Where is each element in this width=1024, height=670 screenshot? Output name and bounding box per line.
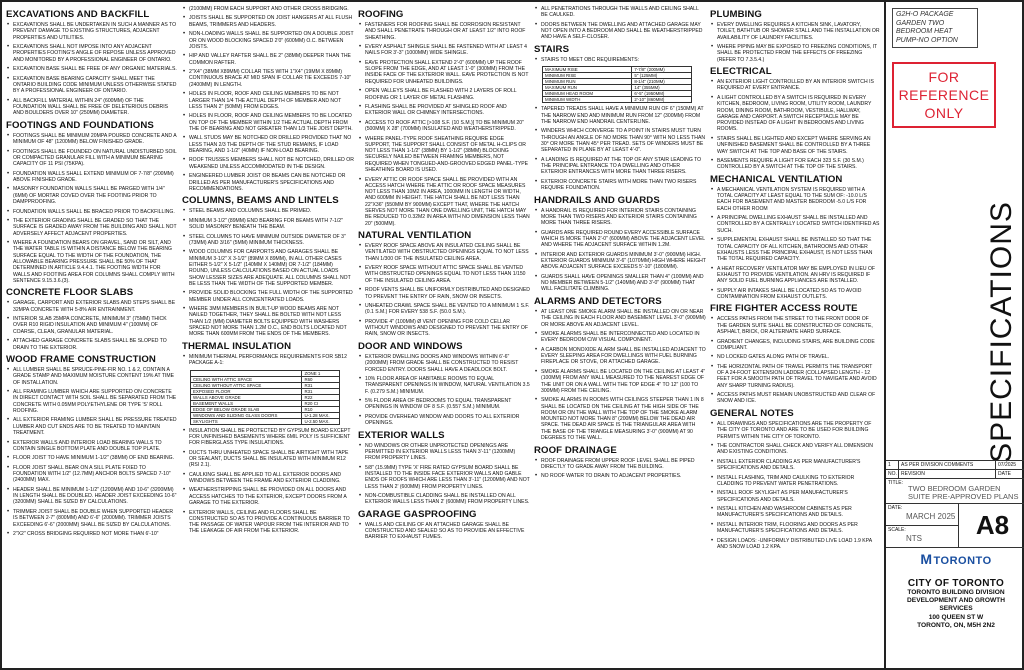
spec-item: • ACCESS PATHS MUST REMAIN UNOBSTRUCTED AND CLEAR OF SNOW AND ICE.	[710, 392, 880, 405]
reference-line-1: FOR	[928, 69, 960, 85]
spec-item: • 5/8" (15.9MM) TYPE 'X' FIRE RATED GYPSUM BOARD SHALL BE INSTALLED TO THE INSIDE FACE EXTERIOR WALLS AND GABLE ENDS OF ROOFS WHICH ARE LESS THAN 3'-11" (1200MM) AND NOT LESS THAN 2' (600MM) FROM PROPERTY LINES.	[358, 465, 530, 490]
table-cell: U-2.50 MAX.	[302, 418, 340, 424]
date-scale-fields	[886, 504, 959, 547]
table-cell: MINIMUM RUN	[543, 79, 632, 85]
spec-item: • AT LEAST ONE SMOKE ALARM SHALL BE INSTALLED ON OR NEAR THE CEILING IN EACH FLOOR AND BASEMENT LEVEL 3'-0" (900MM) OR MORE ABOVE AN ADJACENT LEVEL.	[534, 309, 706, 328]
spec-item: • EXCAVATION BASE BEARING CAPACITY SHALL MEET THE ONTARIO BUILDING CODE MINIMUM UNLESS OTHERWISE STATED BY A PROFESSIONAL ENGINEER OF ONTARIO.	[6, 76, 178, 95]
spec-item: • NON-COMBUSTIBLE CLADDING SHALL BE INSTALLED ON ALL EXTERIOR WALLS LESS THAN 2' (600MM) FROM PROPERTY LINES.	[358, 493, 530, 506]
spec-item: • TAPERED TREADS SHALL HAVE A MINIMUM RUN OF 6" (150MM) AT THE NARROW END AND MINIMUM RUN FROM 12" (300MM) FROM THE NARROW END HANDRAIL CENTERLINE.	[534, 106, 706, 125]
section-heading: ROOFING	[358, 9, 404, 20]
spec-item: • PROVIDE 4" (100MM) Ø VENT OPENING FOR COLD CELLAR WITHOUT WINDOWS AND DESIGNED TO PREVENT THE ENTRY OF RAIN, SNOW OR INSECTS.	[358, 319, 530, 338]
spec-item: • GUARDS SHALL HAVE OPENINGS SMALLER THAN 4" (100MM) AND NO MEMBER BETWEEN 5-1/2" (140MM) AND 3'-0" (900MM) THAT WILL FACILITATE CLIMBING.	[534, 274, 706, 293]
spec-item: • A LANDING IS REQUIRED AT THE TOP OF ANY STAIR LEADING TO THE PRINCIPAL ENTRANCE TO A DWELLING AND OTHER EXTERIOR ENTRANCES WITH MORE THAN THREE RISERS.	[534, 157, 706, 176]
spec-item: • SMOKE ALARMS SHALL BE INTERCONNECTED AND LOCATED IN EVERY BEDROOM C/W VISUAL COMPONENT.	[534, 331, 706, 344]
table-cell: 14" (355MM)	[632, 85, 692, 91]
spec-item: • UNHEATED CRAWL SPACE SHALL BE VENTED TO A MINIMUM 1 S.F. (0.1 S.M.) FOR EVERY 538 S.F. (50.0 S.M.).	[358, 303, 530, 316]
spec-item: • 2"X4" (38MM X89MM) COLLAR TIES WITH 1"X4" (19MM X 89MM) CONTINUOUS BRACE AT MID SPAN IF COLLAR TIE EXCEEDS 7-10" (2400MM) IN LENGTH.	[182, 69, 354, 88]
scale-label: SCALE:	[888, 527, 906, 533]
toronto-logo-icon: MTORONTO	[920, 551, 992, 567]
org-line: TORONTO, ON, M5H 2N2	[917, 621, 995, 629]
spec-item: • PROVIDE OVERHEAD WINDOW AND DOORS TO ALL EXTERIOR OPENINGS.	[358, 414, 530, 427]
spec-item: • STEEL BEAMS AND COLUMNS SHALL BE PRIMED.	[182, 208, 354, 214]
spec-column-3	[358, 6, 530, 664]
section-heading: EXTERIOR WALLS	[358, 429, 445, 441]
section-heading: GENERAL NOTES	[710, 407, 794, 419]
spec-item: • FOUNDATION WALLS SHALL EXTEND MINIMUM OF 7-7/8" (200MM) ABOVE FINISHED GRADE.	[6, 171, 178, 184]
table-cell: 7-7/8" (200MM)	[632, 67, 692, 73]
spec-item: • INTERIOR AND EXTERIOR GUARDS MINIMUM 3'-0" (900MM) HIGH. EXTERIOR GUARDS MINIMUM 3'-6" (1070MM) HIGH WHERE HEIGHT ABOVE ADJACENT SURFACE EXCEEDS 5'-10" (1800MM).	[534, 252, 706, 271]
revision-date: 07/2025	[998, 462, 1017, 468]
table-cell: BASEMENT WALLS	[191, 400, 302, 406]
spec-item: • EVERY ROOF SPACE WITHOUT ATTIC SPACE SHALL BE VENTED WITH OBSTRUCTED OPENINGS EQUAL TO NOT LESS THAN 1/150 OF THE INSULATED CEILING AREA.	[358, 265, 530, 284]
spec-item: • FOOTINGS SHALL BE FOUNDED ON NATURAL UNDISTURBED SOIL OR COMPACTED GRANULAR FILL WITH A MINIMUM BEARING CAPACITY OF 11 PSI (75KPA).	[6, 149, 178, 168]
spec-item: • FLASHING SHALL BE PROVIDED AT SHINGLED ROOF AND EXTERIOR WALL OR CHIMNEY INTERSECTIONS.	[358, 104, 530, 117]
table-cell: CEILING WITH ATTIC SPACE	[191, 376, 302, 382]
title-label: TITLE:	[888, 480, 904, 486]
spec-list	[358, 443, 530, 506]
section-electrical	[710, 66, 880, 170]
spec-item: • ROOF VENTS SHALL BE UNIFORMLY DISTRIBUTED AND DESIGNED TO PREVENT THE ENTRY OF RAIN, SNOW OR INSECTS.	[358, 287, 530, 300]
spec-item: • ALL DRAWINGS AND SPECIFICATIONS ARE THE PROPERTY OF THE CITY OF TORONTO AND ARE TO BE USED FOR BUILDING PERMITS WITHIN THE CITY OF TORONTO.	[710, 421, 880, 440]
section-heading: STAIRS	[534, 43, 570, 55]
spec-item: • EXCAVATIONS SHALL BE UNDERTAKEN IN SUCH A MANNER AS TO PREVENT DAMAGE TO EXISTING STRUCTURES, ADJACENT PROPERTIES AND UTILITIES.	[6, 22, 178, 41]
section-heading: PLUMBING	[710, 9, 762, 20]
table-cell: 8-1/4" (210MM)	[632, 79, 692, 85]
spec-list	[182, 354, 354, 367]
spec-item: • WHERE 3MM MEMBERS IN BUILT-UP WOOD BEAMS ARE NOT NAILED TOGETHER, THEY SHALL BE BOLTED WITH NOT LESS THAN 1/2 (MM) DIAMETER BOLTS EQUIPPED WITH WASHERS SPACED NOT MORE THAN 1.2M O.C., END BOLTS LOCATED NOT MORE THAN 600MM FROM THE ENDS OF THE MEMBERS.	[182, 306, 354, 337]
spec-item: • GUARDS ARE REQUIRED ROUND EVERY ACCESSIBLE SURFACE WHICH IS MORE THAN 2'-0" (600MM) ABOVE THE ADJACENT LEVEL AND WHERE THE ADJACENT SURFACE WITHIN 1.2M.	[534, 230, 706, 249]
table-cell: WALLS ABOVE GRADE	[191, 394, 302, 400]
spec-item: • ALL FRAMING LUMBER WHICH ARE SUPPORTED ON CONCRETE IN DIRECT CONTACT WITH SOIL SHALL BE SEPARATED FROM THE CONCRETE WITH 0.05MM POLYETHYLENE OR TYPE 'S' ROLL ROOFING.	[6, 389, 178, 414]
spec-item: • EVERY ROOF SPACE ABOVE AN INSULATED CEILING SHALL BE VENTILATED WITH OBSTRUCTED OPENINGS EQUAL TO NOT LESS THAN 1/300 OF THE INSULATED CEILING AREA.	[358, 243, 530, 262]
spec-list	[358, 22, 530, 227]
section-heading: COLUMNS, BEAMS AND LINTELS	[182, 195, 339, 207]
spec-item: • GARAGE, CARPORT AND EXTERIOR SLABS AND STEPS SHALL BE 32MPA CONCRETE WITH 5-8% AIR ENTRAINMENT.	[6, 300, 178, 313]
spec-list	[710, 421, 880, 550]
spec-item: • EVERY ASPHALT SHINGLE SHALL BE FASTENED WITH AT LEAST 4 NAILS FOR 3'-3" (1000MM) WIDE SHINGLE.	[358, 44, 530, 57]
date-label: DATE:	[888, 505, 903, 511]
spec-list	[358, 354, 530, 427]
revision-date-header: DATE	[998, 471, 1011, 477]
table-row	[191, 418, 340, 424]
spec-item: • INSULATION SHALL BE PROTECTED BY GYPSUM BOARD EXCEPT FOR UNFINISHED BASEMENTS WHERE 6MIL POLY IS SUFFICIENT FOR FIBERGLASS TYPE INSULATIONS.	[182, 428, 354, 447]
table-cell: R31	[302, 382, 340, 388]
spec-list	[182, 6, 354, 192]
revision-desc-header: REVISION	[899, 470, 996, 478]
spec-list	[710, 79, 880, 170]
spec-list	[710, 22, 880, 63]
spec-item: • STAIRS TO MEET OBC REQUIREMENTS:	[534, 57, 706, 63]
reference-line-3: ONLY	[924, 105, 964, 121]
spec-list	[534, 6, 706, 41]
spec-item: • WALLS AND CEILING OF AN ATTACHED GARAGE SHALL BE CONSTRUCTED AND SEALED SO AS TO PROVIDE AN EFFECTIVE BARRIER TO EXHAUST FUMES.	[358, 522, 530, 541]
spec-item: • WEATHERSTRIPPING SHALL BE PROVIDED ON ALL DOORS AND ACCESS HATCHES TO THE EXTERIOR, EXCEPT DOORS FROM A GARAGE TO THE EXTERIOR.	[182, 487, 354, 506]
spec-item: • NO LOCKED GATES ALONG PATH OF TRAVEL.	[710, 354, 880, 360]
table-cell: MAXIMUM RUN	[543, 85, 632, 91]
spec-item: • A LIGHT CONTROLLED BY A SWITCH IS REQUIRED IN EVERY KITCHEN, BEDROOM, LIVING ROOM, UTILITY ROOM, LAUNDRY ROOM, DINING ROOM, BATHROOM, VESTIBULE, HALLWAY, GARAGE AND CARPORT. A SWITCH RECEPTACLE MAY BE PROVIDED INSTEAD OF A LIGHT IN BEDROOMS AND LIVING ROOMS.	[710, 95, 880, 133]
section-door-and-windows	[358, 341, 530, 427]
section-mechanical-ventilation	[710, 174, 880, 301]
spec-item: • EXCAVATION BASE SHALL BE FREE OF ANY ORGANIC MATERIALS.	[6, 66, 178, 72]
spec-item: • AN EXTERIOR LIGHT CONTROLLED BY AN INTERIOR SWITCH IS REQUIRED AT EVERY ENTRANCE.	[710, 79, 880, 92]
sheet-title-vertical	[982, 202, 1022, 462]
scale-field	[886, 525, 958, 547]
table-cell: WINDOWS AND SLIDING GLASS DOORS	[191, 412, 302, 418]
spec-item: • INSTALL ROOF SKYLIGHT AS PER MANUFACTURER'S SPECIFICATIONS AND DETAILS.	[710, 490, 880, 503]
date-scale-sheet-row	[886, 503, 1024, 547]
spec-item: • EXTERIOR WALLS AND INTERIOR LOAD BEARING WALLS TO CONTAIN SINGLE BOTTOM PLATE AND DOUBLE TOP PLATE.	[6, 440, 178, 453]
table-cell: MINIMUM HEAD ROOM	[543, 91, 632, 97]
spec-item: • NO WINDOWS OR OTHER UNPROTECTED OPENINGS ARE PERMITTED IN EXTERIOR WALLS LESS THAN 3'-11" (1200MM) FROM PROPERTY LINES.	[358, 443, 530, 462]
section-heading: MECHANICAL VENTILATION	[710, 173, 843, 185]
spec-item: • 5% FLOOR AREA OF BEDROOMS TO EQUAL TRANSPARENT OPENINGS IN WINDOW OF 8 S.F. (0.557 S.M.) MINIMUM.	[358, 398, 530, 411]
spec-item: • EVERY DWELLING REQUIRES A KITCHEN SINK, LAVATORY, TOILET, BATHTUB OR SHOWER STALL AND THE INSTALLATION OR AVAILABILITY OF LAUNDRY FACILITIES.	[710, 22, 880, 41]
revision-header-row	[886, 469, 1024, 478]
spec-table	[190, 370, 340, 425]
section-concrete-floor-slabs	[6, 287, 178, 350]
spec-item: • ATTACHED GARAGE CONCRETE SLABS SHALL BE SLOPED TO DRAIN TO THE EXTERIOR.	[6, 338, 178, 351]
revision-row	[886, 460, 1024, 469]
spec-item: • A HEAT RECOVERY VENTILATOR MAY BE EMPLOYED IN LIEU OF EXHAUST TO PROVIDE VENTILATION. AN HRV IS REQUIRED IF ANY SOLID FUEL BURNING APPLIANCES ARE INSTALLED.	[710, 266, 880, 285]
section-continued	[182, 6, 354, 192]
section-heading: DOOR AND WINDOWS	[358, 340, 463, 352]
table-row	[543, 97, 692, 103]
section-heading: CONCRETE FLOOR SLABS	[6, 287, 134, 299]
org-line: DEVELOPMENT AND GROWTH	[907, 597, 1005, 605]
spec-item: • WHERE PIPING MAY BE EXPOSED TO FREEZING CONDITIONS, IT SHALL BE PROTECTED FROM THE EFFECTS OF FREEZING (REFER TO 7.3.5.4.)	[710, 44, 880, 63]
spec-item: • DESIGN LOADS: -UNIFORMLY DISTRIBUTED LIVE LOAD 1.9 KPA AND SNOW LOAD 1.2 KPA.	[710, 538, 880, 551]
spec-item: • WHERE A FOUNDATION BEARS ON GRAVEL, SAND OR SILT, AND THE WATER TABLE IS WITHIN A DISTANCE BELOW THE BEARING SURFACE EQUAL TO THE WIDTH OF THE FOUNDATION, THE ALLOWABLE BEARING PRESSURE SHALL BE 50% OF THAT DETERMINED IN ARTICLE 9.4.4.1. THE FOOTING WIDTH FOR WALLS AND FOOTING AREA FOR COLUMNS SHALL COMPLY WITH SENTENCE 9.15.3.6.(3).	[6, 240, 178, 284]
table-cell: ZONE 1	[302, 370, 340, 376]
spec-item: • WOOD COLUMNS FOR CARPORTS AND GARAGES SHALL BE MINIMUM 3-1/2" X 3-1/2" (89MM X 89MM), IN ALL OTHER CASES EITHER 5-1/2" X 5-1/2" (140MM X 140MM) OR 7-1/2" (184MM) ROUND, UNLESS CALCULATIONS BASED ON ACTUAL LOADS SHOW LESSER SIZES ARE ADEQUATE. ALL COLUMNS SHALL NOT BE LESS THAN THE WIDTH OF THE SUPPORTED MEMBER.	[182, 249, 354, 287]
section-heading: ALARMS AND DETECTORS	[534, 295, 662, 307]
spec-item: • NO ROOF WATER TO DRAIN TO ADJACENT PROPERTIES.	[534, 473, 706, 479]
table-cell: EDGE OF BELOW GRADE SLAB	[191, 406, 302, 412]
section-alarms-and-detectors	[534, 296, 706, 441]
spec-item: • ENGINEERED LUMBER JOIST OR BEAMS CAN BE NOTCHED OR DRILLED AS PER MANUFACTURER'S SPECIFICATIONS AND RECOMMENDATIONS.	[182, 173, 354, 192]
spec-list	[534, 208, 706, 293]
spec-item: • ROOF DRAINAGE FROM UPPER ROOF LEVEL SHALL BE PIPED DIRECTLY TO GRADE AWAY FROM THE BUILDING.	[534, 458, 706, 471]
section-roofing	[358, 9, 530, 227]
spec-list	[6, 133, 178, 284]
revision-no-header: NO.	[886, 470, 899, 478]
table-cell: R20 CI	[302, 400, 340, 406]
spec-item: • WHERE PANEL-TYPE ROOF SHEATHING REQUIRE EDGE SUPPORT, THE SUPPORT SHALL CONSIST OF METAL H-CLIPS OR NOT LESS THAN 1-1/2" (38MM) BY 1-1/2" (38MM) BLOCKING SECURELY NAILED BETWEEN FRAMING MEMBERS, NOT REQUIRED WHEN TONGUED-AND-GROOVED EDGED PANEL-TYPE SHEATHING BOARD IS USED.	[358, 136, 530, 174]
spec-item: • EAVE PROTECTION SHALL EXTEND 2'-0" (600MM) UP THE ROOF SLOPE FROM THE EDGE, AND AT LEAST 1'-0" (300MM) FROM THE INSIDE FACE OF THE EXTERIOR WALL. EAVE PROTECTION IS NOT REQUIRED FOR UNHEATED BUILDINGS.	[358, 60, 530, 85]
spec-item: • FOOTINGS SHALL BE MINIMUM 20MPA POURED CONCRETE AND A MINIMUM OF 48" (1200MM) BELOW FINISHED GRADE.	[6, 133, 178, 146]
spec-column-5	[710, 6, 880, 664]
scale-value: NTS	[906, 534, 922, 543]
section-plumbing	[710, 9, 880, 63]
spec-item: • FOUNDATION WALLS SHALL BE BRACED PRIOR TO BACKFILLING.	[6, 209, 178, 215]
spec-item: • NON-LOADING WALLS SHALL BE SUPPORTED ON A DOUBLE JOIST OR ON WOOD BLOCKING SPACED 2'0" (600MM) O.C. BETWEEN JOISTS.	[182, 31, 354, 50]
section-heading: FOOTINGS AND FOUNDATIONS	[6, 119, 154, 131]
spec-list	[710, 187, 880, 301]
spec-item: • A CARBON MONOXIDE ALARM SHALL BE INSTALLED ADJACENT TO EVERY SLEEPING AREA FOR DWELLINGS WITH FUEL BURNING FIREPLACE OR STOVE, OR ATTACHED GARAGE.	[534, 347, 706, 366]
section-handrails-and-guards	[534, 195, 706, 293]
spec-item: • EXCAVATIONS SHALL NOT IMPOSE INTO ANY ADJACENT PROPERTIES FOOTING'S ANGLE OF REPOSE UNLESS APPROVED AND MONITORED BY A PROFESSIONAL ENGINEER OF ONTARIO.	[6, 44, 178, 63]
org-line: 100 QUEEN ST W	[928, 613, 984, 621]
section-fire-fighter-access-route	[710, 303, 880, 404]
title-block	[884, 2, 1024, 668]
logo-wordmark: TORONTO	[933, 555, 992, 567]
org-line: TORONTO BUILDING DIVISION	[907, 589, 1005, 596]
spec-item: • ALL BACKFILL MATERIAL WITHIN 24" (600MM) OF THE FOUNDATION WALL SHALL BE FREE OF DELETERIOUS DEBRIS AND BOULDERS OVER 10" (250MM) DIAMETER.	[6, 98, 178, 117]
spec-item: • DUCTS THRU UNHEATED SPACE SHALL BE AIRTIGHT WITH TAPE OR SEALANT, DUCTS SHALL BE INSULATED WITH MINIMUM R12 (RSI 2.1).	[182, 450, 354, 469]
title-field	[886, 478, 1024, 503]
spec-list	[534, 57, 706, 63]
spec-item: • ACCESS TO ROOF ATTIC [>108 S.F. (10 S.M.)] TO BE MINIMUM 20" (500MM) X 28" (700MM) INSULATED AND WEATHERSTRIPPED.	[358, 120, 530, 133]
section-heading: ELECTRICAL	[710, 66, 772, 78]
spec-item: • HEADER SHALL BE MINIMUM 1-1/2" (1200MM) AND 10-6" (3200MM) IN LENGTH SHALL BE DOUBLED. HEADER JOIST EXCEEDING 10-6" (3200MM) SHALL BE SIZED BY CALCULATIONS.	[6, 487, 178, 506]
spec-item: • ROOF TRUSSES MEMBERS SHALL NOT BE NOTCHED, DRILLED OR WEAKENED UNLESS ACCOMMODATED IN THE DESIGN.	[182, 157, 354, 170]
spec-item: • MINIMUM 3-1/2" (89MM) END BEARING FOR BEAMS WITH 7-1/2" SOLID MASONRY BENEATH THE BEAM.	[182, 218, 354, 231]
spec-column-1	[6, 6, 178, 664]
for-reference-only-stamp	[892, 62, 996, 128]
spec-item: • GRADIENT CHANGES, INCLUDING STAIRS, ARE BUILDING CODE COMPLIANT.	[710, 339, 880, 352]
section-footings-and-foundations	[6, 120, 178, 284]
spec-item: • DOORS BETWEEN THE DWELLING AND ATTACHED GARAGE MAY NOT OPEN INTO A BEDROOM AND SHALL BE WEATHERSTRIPPED AND HAVE A SELF-CLOSER.	[534, 22, 706, 41]
revision-description: AS PER DIVISION COMMENTS	[899, 461, 996, 469]
spec-list	[6, 300, 178, 350]
spec-column-2	[182, 6, 354, 664]
section-excavations-and-backfill	[6, 9, 178, 117]
title-block-fields	[886, 460, 1024, 630]
sheet-title: SPECIFICATIONS	[985, 201, 1018, 463]
spec-item: • OPEN VALLEYS SHALL BE FLASHED WITH 2 LAYERS OF ROLL ROOFING OR 1 LAYER OF METAL FLASHING.	[358, 88, 530, 101]
spec-item: • FASTENERS FOR ROOFING SHALL BE CORROSION RESISTANT AND SHALL PENETRATE THROUGH OR AT LEAST 1/2" INTO ROOF SHEATHING.	[358, 22, 530, 41]
spec-item: • HOLES IN FLOOR, ROOF AND CEILING MEMBERS TO BE NOT LARGER THAN 1/4 THE ACTUAL DEPTH OF MEMBER AND NOT LESS THAN 2" (50MM) FROM EDGES.	[182, 91, 354, 110]
section-columns-beams-and-lintels	[182, 195, 354, 337]
spec-item: • 2"X2" CROSS BRIDGING REQUIRED NOT MORE THAN 6'-10"	[6, 531, 178, 537]
table-cell: EXPOSED FLOOR	[191, 388, 302, 394]
spec-item: • MASONRY FOUNDATION WALLS SHALL BE PARGED WITH 1/4" (6MM) OF MORTAR COVED OVER THE FOOTING PRIOR TO DAMPPROOFING.	[6, 186, 178, 205]
table-cell: SKYLIGHTS	[191, 418, 302, 424]
spec-item: • INSTALL FLASHING, TRIM AND CAULKING TO EXTERIOR CLADDING TO PREVENT WATER PENETRATIONS.	[710, 475, 880, 488]
spec-item: • ALL LUMBER SHALL BE SPRUCE-PINE-FIR NO. 1 & 2, CONTAIN A GRADE STAMP AND MAXIMUM MOISTURE CONTENT 19% AT TIME OF INSTALLATION.	[6, 367, 178, 386]
spec-table	[542, 66, 692, 103]
section-heading: ROOF DRAINAGE	[534, 444, 617, 456]
spec-item: • TRIMMER JOIST SHALL BE DOUBLE WHEN SUPPORTED HEADER IS BETWEEN 2-7" (800MM) AND 6'-6" (2000MM). TRIMMER JOISTS EXCEEDING 6'-6" (2000MM) SHALL BE SIZED BY CALCULATIONS.	[6, 509, 178, 528]
table-cell: R60	[302, 376, 340, 382]
spec-list	[182, 208, 354, 337]
spec-list	[6, 367, 178, 537]
spec-item: • WINDERS WHICH CONVERGE TO A POINT IN STAIRS MUST TURN THROUGH AN ANGLE OF NO MORE THAN 90° WITH NO LESS THAN 30° OR MORE THAN 45° PER TREAD. SETS OF WINDERS MUST BE SEPARATED IN PLANE BY AT LEAST 4'-0".	[534, 128, 706, 153]
table-cell: R10	[302, 406, 340, 412]
section-general-notes	[710, 408, 880, 550]
section-stairs	[534, 44, 706, 192]
spec-item: • HOLES IN FLOOR, ROOF AND CEILING MEMBERS TO BE LOCATED ON TOP OF THE MEMBER WITHIN 1/2 THE ACTUAL DEPTH FROM THE OF BEARING AND NOT GREATER THAN 1/3 THE JOIST DEPTH.	[182, 113, 354, 132]
spec-item: • MINIMUM THERMAL PERFORMANCE REQUIREMENTS FOR SB12 PACKAGE A-1:	[182, 354, 354, 367]
section-thermal-insulation	[182, 341, 354, 535]
spec-item: • EXTERIOR WALLS, CEILING AND FLOORS SHALL BE CONSTRUCTED SO AS TO PROVIDE A CONTINUOUS BARRIER TO THE PASSAGE OF WATER VAPOUR FROM THE INTERIOR AND TO THE LEAKAGE OF AIR FROM THE EXTERIOR.	[182, 510, 354, 535]
section-natural-ventilation	[358, 230, 530, 338]
spec-column-4	[534, 6, 706, 664]
table-cell: U-1.28 MAX.	[302, 412, 340, 418]
spec-item: • HIP AND VALLEY RAFTER SHALL BE 2" (38MM) DEEPER THAN THE COMMON RAFTER.	[182, 53, 354, 66]
spec-item: • EVERY ATTIC OR ROOF SPACE SHALL BE PROVIDED WITH AN ACCESS HATCH WHERE THE ATTIC OR ROOF SPACE MEASURES NOT LESS THAN 10M2 IN AREA, 1000MM IN LENGTH OR WIDTH, AND 600MM IN HEIGHT. THE HATCH SHALL BE NOT LESS THAN 22"X36" (550MM BY 900MM) EXCEPT THAT, WHERE THE HATCH SERVES NOT MORE THAN ONE DWELLING UNIT, THE HATCH MAY BE REDUCED TO 0.32M2 IN AREA WITH NO DIMENSION LESS THAN 20" (500MM).	[358, 177, 530, 227]
title-value: TWO BEDROOM GARDEN SUITE PRE-APPROVED PLANS	[908, 484, 1019, 501]
table-cell: CEILING WITHOUT ATTIC SPACE	[191, 382, 302, 388]
spec-item: • CAULKING SHALL BE APPLIED TO ALL EXTERIOR DOORS AND WINDOWS BETWEEN THE FRAME AND EXTERIOR CLADDING.	[182, 472, 354, 485]
spec-item: • ALL EXTERIOR FRAMING LUMBER SHALL BE PRESSURE TREATED LUMBER AND CUT ENDS ARE TO BE TREATED TO MAINTAIN TREATMENT.	[6, 417, 178, 436]
sheet-number: A8	[975, 510, 1010, 540]
spec-list	[710, 316, 880, 404]
spec-item: • FLOOR JOIST TO HAVE MINIMUM 1-1/2" (38MM) OF END BEARING.	[6, 455, 178, 461]
date-field	[886, 504, 958, 525]
spec-item: • SUPPLEMENTAL EXHAUST SHALL BE INSTALLED SO THAT THE TOTAL CAPACITY OF ALL KITCHEN, BATHROOMS AND OTHER EXHAUSTS LESS THE PRINCIPAL EXHAUST, IS NOT LESS THAN THE TOTAL REQUIRED CAPACITY.	[710, 237, 880, 262]
spec-list	[358, 522, 530, 541]
spec-list	[534, 309, 706, 441]
org-city: CITY OF TORONTO	[907, 578, 1005, 589]
spec-item: • STEEL COLUMNS TO HAVE MINIMUM OUTSIDE DIAMETER OF 3" (73MM) AND 3/16" (5MM) MINIMUM THICKNESS.	[182, 234, 354, 247]
table-cell: MINIMUM WIDTH	[543, 97, 632, 103]
spec-item: • STAIRS SHALL BE LIGHTED AND EXCEPT WHERE SERVING AN UNFINISHED BASEMENT SHALL BE CONTROLLED BY A THREE WAY SWITCH AT THE TOP AND BASE OF THE STAIRS.	[710, 136, 880, 155]
spec-item: • INSTALL INTERIOR TRIM, FLOORING AND DOORS AS PER MANUFACTURER'S SPECIFICATIONS AND DETAILS.	[710, 522, 880, 535]
spec-item: • SMOKE ALARMS SHALL BE LOCATED ON THE CEILING AT LEAST 4" (100MM) FROM ANY WALL MEASURED TO THE NEAREST EDGE OF THE UNIT OR ON A WALL WITH THE TOP EDGE 4" TO 12" (100 TO 300MM) FROM THE CEILING.	[534, 369, 706, 394]
spec-item: • FLOOR JOIST SHALL BEAR ON A SILL PLATE FIXED TO FOUNDATION WITH 1/2" (12.7MM) ANCHOR BOLTS SPACED 7-10" (2400MM) MAX.	[6, 465, 178, 484]
section-wood-frame-construction	[6, 354, 178, 537]
table-cell: 6'-5" (1950MM)	[632, 91, 692, 97]
section-heading: THERMAL INSULATION	[182, 340, 292, 352]
spec-item: • A HANDRAIL IS REQUIRED FOR INTERIOR STAIRS CONTAINING MORE THAN TWO RISERS AND EXTERIOR STAIRS CONTAINING MORE THAN THREE RISERS.	[534, 208, 706, 227]
section-continued	[534, 6, 706, 41]
table-cell: MAXIMUM RISE	[543, 67, 632, 73]
package-note-box	[892, 8, 978, 48]
section-heading: HANDRAILS AND GUARDS	[534, 194, 660, 206]
reference-line-2: REFERENCE	[898, 87, 990, 103]
city-logo	[886, 547, 1024, 570]
spec-item: • (2100MM) FROM EACH SUPPORT AND OTHER CROSS BRIDGING.	[182, 6, 354, 12]
table-row	[191, 412, 340, 418]
spec-item: • SMOKE ALARMS IN ROOMS WITH CEILINGS STEEPER THAN 1 IN 8 SHALL BE LOCATED ON THE CEILING AT THE HIGH SIDE OF THE ROOM OR ON THE WALL WITH THE TOP OF THE SMOKE ALARM MOUNTED NOT MORE THAN 8" (200MM) BELOW THE DEAD AIR SPACE. THE DEAD AIR SPACE IS THE TRIANGULAR AREA WITH THE BASE OF THE TRIANGLE MEASURING 3'-0" (900MM) AT 90 DEGREES TO THE WALL.	[534, 397, 706, 441]
spec-item: • EXTERIOR DWELLING DOORS AND WINDOWS WITHIN 6'-6" (2000MM) FROM GRADE SHALL BE CONSTRUCTED TO RESIST FORCED ENTRY. DOORS SHALL HAVE A DEADLOCK BOLT.	[358, 354, 530, 373]
table-cell: 5" (125MM)	[632, 73, 692, 79]
spec-item: • 10% FLOOR AREA OF HABITABLE ROOMS TO EQUAL TRANSPARENT OPENINGS IN WINDOW, NATURAL VENTILATION 3.5 F. (0.279 S.M.) MINIMUM.	[358, 376, 530, 395]
spec-list	[182, 428, 354, 535]
spec-item: • A MECHANICAL VENTILATION SYSTEM IS REQUIRED WITH A TOTAL CAPACITY AT LEAST EQUAL TO THE SUM OF: -10.0 L/S EACH FOR BASEMENT AND MASTER BEDROOM -5.0 L/S FOR EACH OTHER ROOM	[710, 187, 880, 212]
section-heading: NATURAL VENTILATION	[358, 230, 472, 242]
section-garage-gasproofing	[358, 509, 530, 541]
spec-list	[534, 458, 706, 480]
spec-list	[358, 243, 530, 338]
revision-number: 1	[886, 461, 899, 469]
spec-item: • INTERIOR SLAB 25MPA CONCRETE, MINIMUM 3" (75MM) THICK OVER R10 RIGID INSULATION AND MINIMUM 4" (100MM) OF COARSE, CLEAN, GRANULAR MATERIAL.	[6, 316, 178, 335]
table-cell: R22	[302, 394, 340, 400]
org-line: SERVICES	[939, 605, 973, 613]
spec-item: • THE HORIZONTAL PATH OF TRAVEL PERMITS THE TRANSPORT OF A 24-FOOT EXTENSION LADDER (COLLAPSED LENGTH - 12 FEET FOR A SMOOTH PATH OF TRAVEL TO NAVIGATE AND AVOID ANY SHARP TURNING RADIUS).	[710, 364, 880, 389]
spec-item: • THE CONTRACTOR SHALL CHECK AND VERIFY ALL DIMENSION AND EXISTING CONDITIONS.	[710, 443, 880, 456]
spec-list	[534, 106, 706, 191]
table-cell: MINIMUM RISE	[543, 73, 632, 79]
spec-item: • EXTERIOR CONCRETE STAIRS WITH MORE THAN TWO RISERS REQUIRE FOUNDATION.	[534, 179, 706, 192]
section-heading: GARAGE GASPROOFING	[358, 508, 477, 520]
section-exterior-walls	[358, 430, 530, 506]
section-heading: FIRE FIGHTER ACCESS ROUTE	[710, 303, 858, 315]
spec-item: • PROVIDE SOLID BLOCKING THE FULL WIDTH OF THE SUPPORTED MEMBER UNDER ALL CONCENTRATED LOADS.	[182, 290, 354, 303]
section-heading: WOOD FRAME CONSTRUCTION	[6, 353, 156, 365]
section-roof-drainage	[534, 445, 706, 480]
spec-item: • ACCESS PATHS FROM THE STREET TO THE FRONT DOOR OF THE GARDEN SUITE SHALL BE CONSTRUCTED OF CONCRETE, ASPHALT, BRICK, OR ALTERNATE HARD SURFACE.	[710, 316, 880, 335]
spec-item: • SUPPLY AIR INTAKES SHALL BE LOCATED SO AS TO AVOID CONTAMINATION FROM EXHAUST OUTLETS.	[710, 288, 880, 301]
table-cell: R31	[302, 388, 340, 394]
table-cell: 2'-10" (860MM)	[632, 97, 692, 103]
section-heading: EXCAVATIONS AND BACKFILL	[6, 9, 150, 20]
date-value: MARCH 2025	[906, 512, 956, 521]
spec-item: • THE EXTERIOR GRADING SHALL BE GRADED SO THAT THE SURFACE IS GRADED AWAY FROM THE BUILDING AND SHALL NOT ADVERSELY AFFECT ADJACENT PROPERTIES.	[6, 218, 178, 237]
spec-list	[6, 22, 178, 117]
spec-item: • ALL PENETRATIONS THROUGH THE WALLS AND CEILING SHALL BE CAULKED.	[534, 6, 706, 19]
organization-address	[886, 570, 1024, 630]
spec-item: • WALL STUDS MAY BE NOTCHED OR DRILLED PROVIDED THAT NO LESS THAN 2/3 THE DEPTH OF THE STUD REMAINS, IF LOAD BEARING, AND 1-1/2" (40MM) IF NON-LOAD BEARING.	[182, 135, 354, 154]
package-note: G2H-O PACKAGE GARDEN TWO BEDROOM HEAT PUMP-NO OPTION	[896, 11, 958, 44]
spec-item: • BASEMENTS REQUIRE A LIGHT FOR EACH 323 S.F. (30 S.M.) CONTROLLED BY A SWITCH AT THE TOP OF THE STAIRS.	[710, 158, 880, 171]
spec-item: • A PRINCIPAL DWELLING EXHAUST SHALL BE INSTALLED AND CONTROLLED BY A CENTRALLY LOCATED SWITCH IDENTIFIED AS SUCH.	[710, 215, 880, 234]
spec-item: • INSTALL KITCHEN AND WASHROOM CABINETS AS PER MANUFACTURER'S SPECIFICATIONS AND DETAILS.	[710, 506, 880, 519]
spec-item: • JOISTS SHALL BE SUPPORTED ON JOIST HANGERS AT ALL FLUSH BEAMS, TRIMMERS AND HEADERS.	[182, 15, 354, 28]
spec-item: • INSTALL EXTERIOR CLADDING AS PER MANUFACTURER'S SPECIFICATIONS AND DETAILS.	[710, 459, 880, 472]
